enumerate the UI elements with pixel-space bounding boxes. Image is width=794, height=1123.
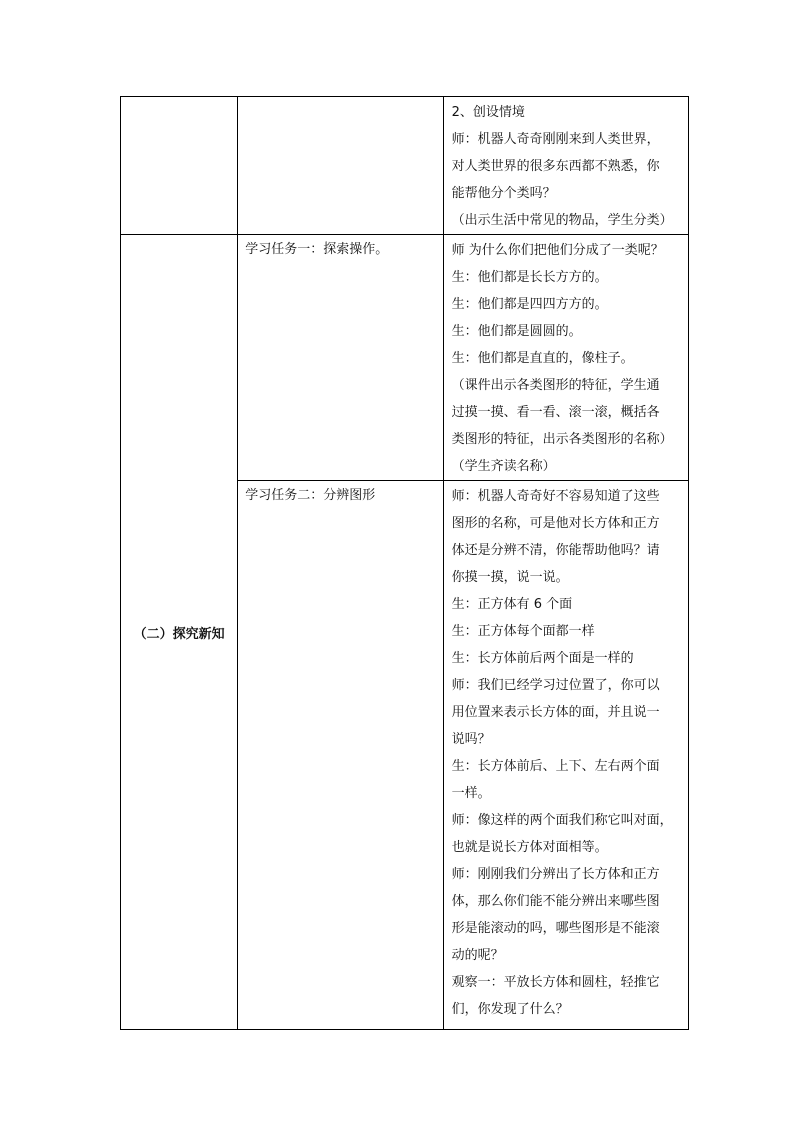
content-line: 生：正方体每个面都一样 (451, 624, 595, 639)
task2-title-cell (238, 481, 443, 1030)
table-row-task1 (121, 235, 689, 481)
content-line: 师：机器人奇奇刚刚来到人类世界， (451, 132, 660, 147)
content-line: 生：长方体前后、上下、左右两个面 (451, 759, 660, 774)
task1-content-cell (443, 235, 688, 481)
content-line: 图形的名称，可是他对长方体和正方 (451, 516, 660, 531)
content-line: （出示生活中常见的物品，学生分类） (451, 213, 673, 228)
empty-task-cell (238, 97, 443, 235)
content-line: 体还是分辨不清，你能帮助他吗？请 (451, 543, 660, 558)
content-line: 说吗？ (451, 732, 491, 747)
lesson-plan-table (120, 96, 689, 1030)
task1-title-cell (238, 235, 443, 481)
content-line: 师：我们已经学习过位置了，你可以 (451, 678, 660, 693)
content-line: 类图形的特征，出示各类图形的名称） (451, 432, 673, 447)
empty-stage-cell (121, 97, 238, 235)
content-line: 师：像这样的两个面我们称它叫对面， (451, 813, 673, 828)
content-line: 师 为什么你们把他们分成了一类呢？ (451, 243, 664, 258)
content-line: 们，你发现了什么？ (451, 1002, 569, 1017)
content-line: 生：正方体有 6 个面 (451, 597, 573, 612)
content-line: 形是能滚动的吗，哪些图形是不能滚 (451, 921, 660, 936)
content-line: 一样。 (451, 786, 491, 801)
task2-content-cell (443, 481, 688, 1030)
stage-label-cell (121, 235, 238, 1030)
content-line: 用位置来表示长方体的面，并且说一 (451, 705, 660, 720)
content-line: 生：他们都是四四方方的。 (451, 297, 608, 312)
content-line: 观察一：平放长方体和圆柱，轻推它 (451, 975, 660, 990)
content-line: （学生齐读名称） (451, 459, 556, 474)
content-line: 也就是说长方体对面相等。 (451, 840, 608, 855)
stage-label: （二）探究新知 (133, 626, 225, 642)
content-line: 师：刚刚我们分辨出了长方体和正方 (451, 867, 660, 882)
content-line: 生：长方体前后两个面是一样的 (451, 651, 634, 666)
task2-title: 学习任务二：分辨图形 (245, 488, 376, 503)
task1-title: 学习任务一：探索操作。 (245, 242, 389, 257)
content-line: 体，那么你们能不能分辨出来哪些图 (451, 894, 660, 909)
content-line: 对人类世界的很多东西都不熟悉，你 (451, 159, 660, 174)
content-line: 生：他们都是长长方方的。 (451, 270, 608, 285)
content-line: 能帮他分个类吗？ (451, 186, 556, 201)
content-line: 生：他们都是直直的，像柱子。 (451, 351, 634, 366)
content-line: 你摸一摸，说一说。 (451, 570, 569, 585)
situation-content-cell (443, 97, 688, 235)
content-line: 师：机器人奇奇好不容易知道了这些 (451, 489, 660, 504)
table-row-situation (121, 97, 689, 235)
content-line: 过摸一摸、看一看、滚一滚，概括各 (451, 405, 660, 420)
content-line: （课件出示各类图形的特征，学生通 (451, 378, 660, 393)
content-line: 2、创设情境 (451, 105, 525, 120)
content-line: 动的呢？ (451, 948, 504, 963)
content-line: 生：他们都是圆圆的。 (451, 324, 582, 339)
